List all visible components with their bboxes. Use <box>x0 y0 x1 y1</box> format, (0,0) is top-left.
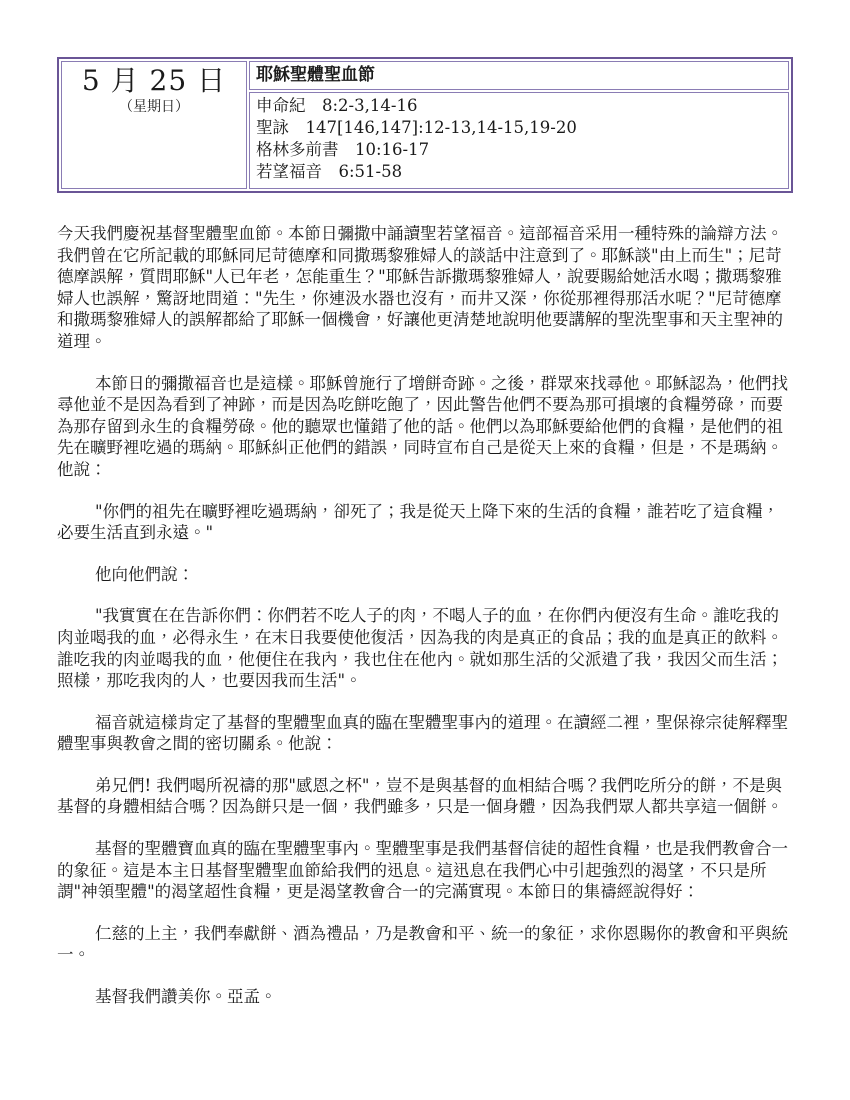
date-cell <box>61 61 247 189</box>
paragraph: 福音就這樣肯定了基督的聖體聖血真的臨在聖體聖事內的道理。在讀經二裡，聖保祿宗徒解釋聖體聖事與教會之間的密切關系。他說： <box>57 712 788 754</box>
reading-line: 申命紀 8:2-3,14-16 <box>256 96 418 115</box>
paragraph: 基督的聖體寶血真的臨在聖體聖事內。聖體聖事是我們基督信徒的超性食糧，也是我們教會合一的象征。這是本主日基督聖體聖血節給我們的迅息。這迅息在我們心中引起強烈的渴望，不只是所謂"神領聖體"的渴望超性食糧，更是渴望教會合一的完滿實現。本節日的集禱經說得好： <box>57 839 788 902</box>
paragraph: "你們的祖先在曠野裡吃過瑪納，卻死了；我是從天上降下來的生活的食糧，誰若吃了這食糧，必要生活直到永遠。" <box>57 501 780 543</box>
paragraph: 弟兄們! 我們喝所祝禱的那"感恩之杯"，豈不是與基督的血相結合嗎？我們吃所分的餅，不是與基督的身體相結合嗎？因為餅只是一個，我們雖多，只是一個身體，因為我們眾人都共享這一個餅。 <box>57 775 783 817</box>
readings-list <box>256 95 782 183</box>
date-text: 5 月 25 日 <box>81 64 227 97</box>
reading-line: 若望福音 6:51-58 <box>256 162 403 181</box>
feast-title-cell <box>249 61 789 90</box>
readings-cell <box>249 92 789 189</box>
paragraph: 他向他們說： <box>94 564 194 584</box>
paragraph: "我實實在在告訴你們：你們若不吃人子的肉，不喝人子的血，在你們內便沒有生命。誰吃我的肉並喝我的血，必得永生，在末日我要使他復活，因為我的肉是真正的食品；我的血是真正的飲料。誰吃我的肉並喝我的血，他便住在我內，我也住在他內。就如那生活的父派遣了我，我因父而生活；照樣，那吃我肉的人，也要因我而生活"。 <box>57 606 783 691</box>
weekday-text: （星期日） <box>119 99 189 115</box>
document-body <box>57 223 793 1008</box>
feast-title: 耶穌聖體聖血節 <box>256 65 375 85</box>
paragraph: 基督我們讚美你。亞孟。 <box>94 987 277 1007</box>
paragraph: 本節日的彌撒福音也是這樣。耶穌曾施行了增餅奇跡。之後，群眾來找尋他。耶穌認為，他們找尋他並不是因為看到了神跡，而是因為吃餅吃飽了，因此警告他們不要為那可損壞的食糧勞碌，而要為那存留到永生的食糧勞碌。他的聽眾也懂錯了他的話。他們以為耶穌要給他們的食糧，是他們的祖先在曠野裡吃過的瑪納。耶穌糾正他們的錯誤，同時宣布自己是從天上來的食糧，但是，不是瑪納。他說： <box>57 373 788 479</box>
paragraph: 仁慈的上主，我們奉獻餅、酒為禮品，乃是教會和平、統一的象征，求你恩賜你的教會和平與統一。 <box>57 923 788 965</box>
header-table <box>57 57 793 193</box>
reading-line: 聖詠 147[146,147]:12-13,14-15,19-20 <box>256 118 577 137</box>
reading-line: 格林多前書 10:16-17 <box>256 140 430 159</box>
paragraph: 今天我們慶祝基督聖體聖血節。本節日彌撒中誦讀聖若望福音。這部福音采用一種特殊的論辯方法。我們曾在它所記載的耶穌同尼苛德摩和同撒瑪黎雅婦人的談話中注意到了。耶穌談"由上而生"；尼苛德摩誤解，質問耶穌"人已年老，怎能重生？"耶穌告訴撒瑪黎雅婦人，說要賜給她活水喝；撒瑪黎雅婦人也誤解，驚訝地問道："先生，你連汲水器也沒有，而井又深，你從那裡得那活水呢？"尼苛德摩和撒瑪黎雅婦人的誤解都給了耶穌一個機會，好讓他更清楚地說明他要講解的聖洗聖事和天主聖神的道理。 <box>57 224 783 351</box>
